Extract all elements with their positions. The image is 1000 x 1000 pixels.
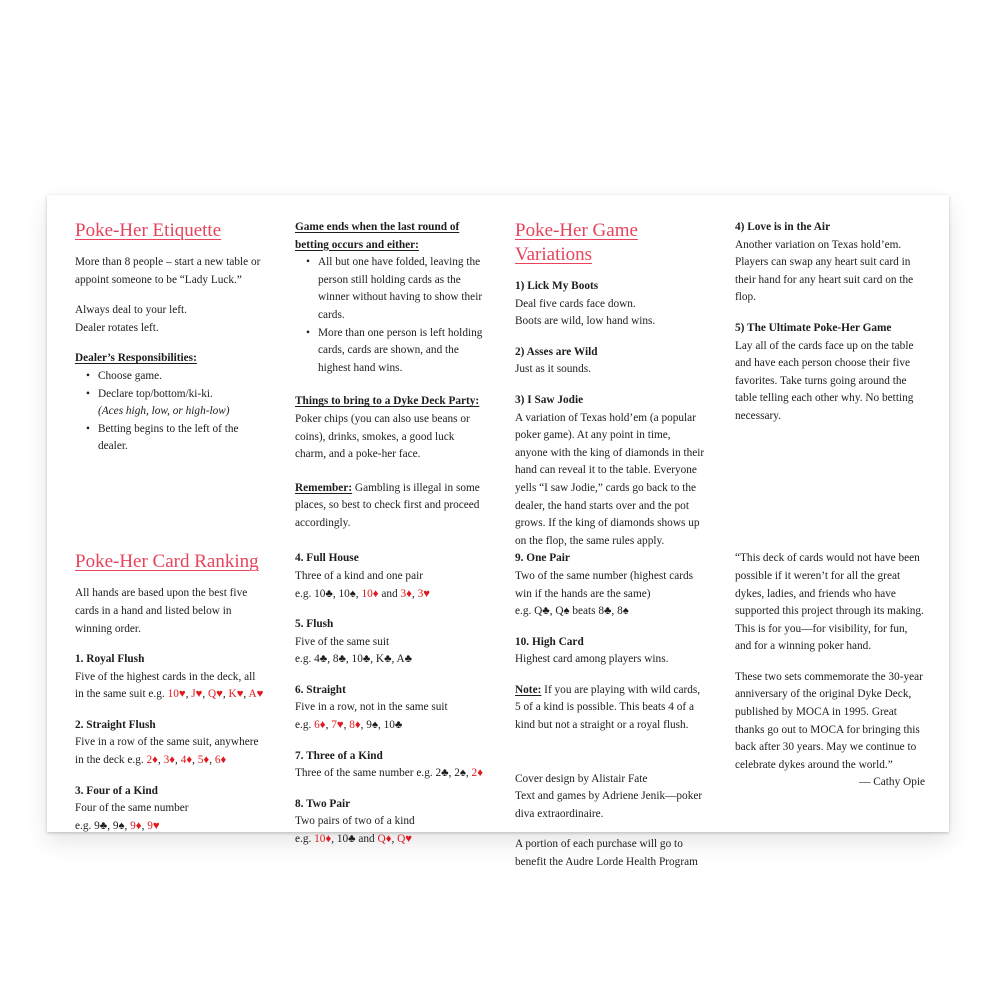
card-token: 4♦ <box>180 754 193 767</box>
spacer <box>515 735 705 771</box>
text-column <box>295 219 485 533</box>
paragraph: Just as it sounds. <box>515 363 591 376</box>
text-run: and <box>378 587 401 600</box>
emphasis-text: 9. One Pair <box>515 552 570 565</box>
emphasis-text: 2) Asses are Wild <box>515 345 598 358</box>
paragraph: Two of the same number (highest cards win if the hands are the same) <box>515 569 694 600</box>
emphasis-text: 10. High Card <box>515 635 584 648</box>
emphasis-text: 5) The Ultimate Poke-Her Game <box>735 321 892 334</box>
paragraph <box>295 616 485 634</box>
card-example: e.g. 4♣, 8♣, 10♣, K♣, A♣ <box>295 653 413 666</box>
card-token: 3♥ <box>417 587 430 600</box>
text-run: , <box>343 719 350 732</box>
card-token: 5♦ <box>197 754 210 767</box>
paragraph: Cover design by Alistair Fate <box>515 772 648 785</box>
bullet-item <box>75 421 265 456</box>
paragraph <box>75 717 265 735</box>
bullet-item <box>75 403 265 421</box>
emphasis-text: 4. Full House <box>295 552 359 565</box>
bullet-item <box>75 386 265 404</box>
card-example <box>295 765 485 783</box>
paragraph: Boots are wild, low hand wins. <box>515 315 656 328</box>
card-example: e.g. Q♣, Q♠ beats 8♣, 8♠ <box>515 605 629 618</box>
text-run: e.g. <box>295 833 315 846</box>
paragraph: Highest card among players wins. <box>515 653 669 666</box>
paragraph: Poker chips (you can also use beans or coins), drinks, smokes, a good luck charm, and a poke-her face. <box>295 412 470 461</box>
spacer <box>295 377 485 393</box>
spacer <box>295 464 485 480</box>
spacer <box>75 704 265 717</box>
card-token: 10♦ <box>361 587 379 600</box>
text-column <box>515 550 705 871</box>
spacer <box>75 243 265 254</box>
text-run: Five of the highest cards in the deck, all in the same suit e.g. <box>75 670 256 701</box>
text-run: , <box>325 719 332 732</box>
text-run: Declare top/bottom/ki-ki. <box>98 387 213 400</box>
paragraph <box>735 219 925 237</box>
card-token: A♥ <box>248 688 264 701</box>
card-token: 3♦ <box>400 587 412 600</box>
paragraph <box>515 278 705 296</box>
card-token: 9♥ <box>147 819 160 832</box>
card-token: Q♦ <box>377 833 392 846</box>
text-run: Three of the same number e.g. 2♣, 2♠, <box>295 767 472 780</box>
text-column <box>515 219 705 550</box>
paragraph <box>515 550 705 568</box>
paragraph <box>295 393 485 411</box>
paragraph: These two sets commemorate the 30-year anniversary of the original Dyke Deck, published by MOCA in 1995. Great thanks go out to MOCA for bringing this back after 30 years. May we continue to celebrate dykes around the world.” <box>735 670 923 771</box>
emphasis-text: 5. Flush <box>295 618 334 631</box>
spacer <box>295 735 485 748</box>
spacer <box>515 823 705 836</box>
paragraph: A variation of Texas hold’em (a popular poker game). At any point in time, anyone with the king of diamonds in their hand can reveal it to the table. Everyone yells “I saw Jodie,” cards go back to the dealer, the hand starts over and the pot grows. If the king of diamonds shows up on the flop, the same rules apply. <box>515 411 705 547</box>
spacer <box>295 669 485 682</box>
paragraph: Always deal to your left. <box>75 304 187 317</box>
text-run: , <box>391 833 398 846</box>
paragraph: Four of the same number <box>75 802 189 815</box>
spacer <box>735 656 925 669</box>
bullet-item <box>295 325 485 378</box>
card-token: 6♦ <box>214 754 227 767</box>
emphasis-text: 6. Straight <box>295 683 346 696</box>
card-token: K♥ <box>228 688 244 701</box>
spacer <box>515 379 705 392</box>
card-token: 3♦ <box>163 754 176 767</box>
card-example <box>75 734 265 769</box>
spacer <box>515 621 705 634</box>
paragraph <box>295 480 485 533</box>
text-column <box>75 219 265 456</box>
emphasis-text: Remember: <box>295 481 353 494</box>
text-run: , <box>202 688 208 701</box>
paragraph <box>295 219 485 254</box>
text-run: Gambling is illegal in some places, so best to check first and proceed accordingly. <box>295 481 480 529</box>
card-token: 2♦ <box>471 767 483 780</box>
paragraph: Text and games by Adriene Jenik—poker diva extraordinaire. <box>515 790 703 820</box>
paragraph <box>75 651 265 669</box>
text-run: , 9♠, 10♣ <box>360 719 403 732</box>
text-column <box>75 550 265 835</box>
quote-attribution: — Cathy Opie <box>859 776 925 789</box>
text-run: , <box>411 587 418 600</box>
card-token: Q♥ <box>208 688 223 701</box>
emphasis-text: Game ends when the last round of betting occurs and either: <box>295 221 460 251</box>
emphasis-text: Dealer’s Responsibilities: <box>75 352 197 365</box>
card-token: Q♥ <box>397 833 412 846</box>
card-token: 2♦ <box>146 754 158 767</box>
bullet-list <box>75 368 265 456</box>
card-example <box>75 669 265 704</box>
text-run: Five in a row of the same suit, anywhere in the deck e.g. <box>75 736 259 767</box>
paragraph: Deal five cards face down. <box>515 297 636 310</box>
card-token: J♥ <box>191 688 203 701</box>
text-run: Choose game. <box>98 369 163 382</box>
paragraph: Lay all of the cards face up on the table and have each person choose their five favorites. Take turns going around the table telling each other why. No betting necessary. <box>735 339 914 422</box>
section-title: Poke-Her Card Ranking <box>75 551 259 573</box>
paragraph <box>515 682 705 735</box>
emphasis-text: 1) Lick My Boots <box>515 280 599 292</box>
bullet-item <box>75 368 265 386</box>
emphasis-text: Note: <box>515 683 542 696</box>
text-run: (Aces high, low, or high-low) <box>98 405 230 418</box>
emphasis-text: 3. Four of a Kind <box>75 784 158 797</box>
paragraph <box>75 783 265 801</box>
bottom-row <box>75 550 923 871</box>
paragraph: Five of the same suit <box>295 635 390 648</box>
text-run: e.g. 9♣, 9♠, <box>75 819 131 832</box>
bullet-list <box>295 254 485 377</box>
paragraph <box>515 344 705 362</box>
emphasis-text: 3) I Saw Jodie <box>515 393 584 406</box>
text-run: , <box>243 688 249 701</box>
text-run: All but one have folded, leaving the person still holding cards as the winner without having to show their cards. <box>318 256 483 321</box>
spacer <box>515 669 705 682</box>
card-token: 6♦ <box>314 719 326 732</box>
paragraph <box>295 796 485 814</box>
paragraph: Dealer rotates left. <box>75 321 159 334</box>
spacer <box>75 337 265 350</box>
text-column <box>295 550 485 848</box>
text-run: , 10♣ and <box>331 833 378 846</box>
paragraph: “This deck of cards would not have been possible if it weren’t for all the great dykes, ladies, and friends who have supported this project through its making. This is for you—for visibility, for fun, and for a winning poker hand. <box>735 552 924 653</box>
text-run: More than one person is left holding cards, cards are shown, and the highest hand wins. <box>318 326 483 374</box>
text-run: Betting begins to the left of the dealer. <box>98 422 239 453</box>
spacer <box>735 307 925 320</box>
spacer <box>515 331 705 344</box>
paragraph: Two pairs of two of a kind <box>295 815 415 828</box>
paragraph <box>295 748 485 766</box>
card-example <box>295 586 485 604</box>
instruction-sheet <box>47 195 949 869</box>
paragraph: A portion of each purchase will go to benefit the Audre Lorde Health Program <box>515 838 698 869</box>
emphasis-text: 8. Two Pair <box>295 797 351 810</box>
emphasis-text: 1. Royal Flush <box>75 653 145 666</box>
text-run: , <box>209 754 215 767</box>
paragraph <box>75 350 265 368</box>
emphasis-text: Things to bring to a Dyke Deck Party: <box>295 395 480 408</box>
bullet-item <box>295 254 485 324</box>
text-run: , <box>141 819 148 832</box>
card-example <box>295 831 485 849</box>
section-title: Poke-Her Game Variations <box>515 220 638 265</box>
card-token: 8♦ <box>349 719 361 732</box>
paragraph <box>515 392 705 410</box>
paragraph: Three of a kind and one pair <box>295 569 423 582</box>
spacer <box>75 289 265 302</box>
spacer <box>515 267 705 278</box>
text-column <box>735 550 925 792</box>
paragraph: Another variation on Texas hold’em. Players can swap any heart suit card in their hand for any heart suit card on the flop. <box>735 238 914 304</box>
paragraph <box>295 550 485 568</box>
card-token: 9♦ <box>130 819 142 832</box>
card-token: 10♥ <box>167 688 186 701</box>
text-run: If you are playing with wild cards, 5 of a kind is possible. This beats 4 of a kind but not a straight or a royal flush. <box>515 683 701 732</box>
card-example <box>295 717 485 735</box>
text-run: , <box>222 688 229 701</box>
paragraph <box>515 634 705 652</box>
text-run: , <box>192 754 198 767</box>
paragraph <box>735 320 925 338</box>
spacer <box>295 783 485 796</box>
emphasis-text: 2. Straight Flush <box>75 718 156 731</box>
text-run: , <box>157 754 164 767</box>
text-run: e.g. 10♣, 10♠, <box>295 587 362 600</box>
paragraph: More than 8 people – start a new table or appoint someone to be “Lady Luck.” <box>75 256 261 286</box>
card-token: 10♦ <box>314 833 332 846</box>
spacer <box>75 770 265 783</box>
text-run: , <box>175 754 181 767</box>
text-run: , <box>185 688 192 701</box>
text-column <box>735 219 925 426</box>
card-example <box>75 818 265 836</box>
spacer <box>75 574 265 585</box>
emphasis-text: 7. Three of a Kind <box>295 749 383 762</box>
top-row <box>75 219 923 550</box>
paragraph: Five in a row, not in the same suit <box>295 701 448 714</box>
section-title: Poke-Her Etiquette <box>75 220 222 241</box>
text-run: e.g. <box>295 719 315 732</box>
emphasis-text: 4) Love is in the Air <box>735 221 831 233</box>
spacer <box>295 603 485 616</box>
spacer <box>75 638 265 651</box>
card-token: 7♥ <box>331 719 344 732</box>
paragraph: All hands are based upon the best five cards in a hand and listed below in winning order. <box>75 587 248 635</box>
paragraph <box>295 682 485 700</box>
